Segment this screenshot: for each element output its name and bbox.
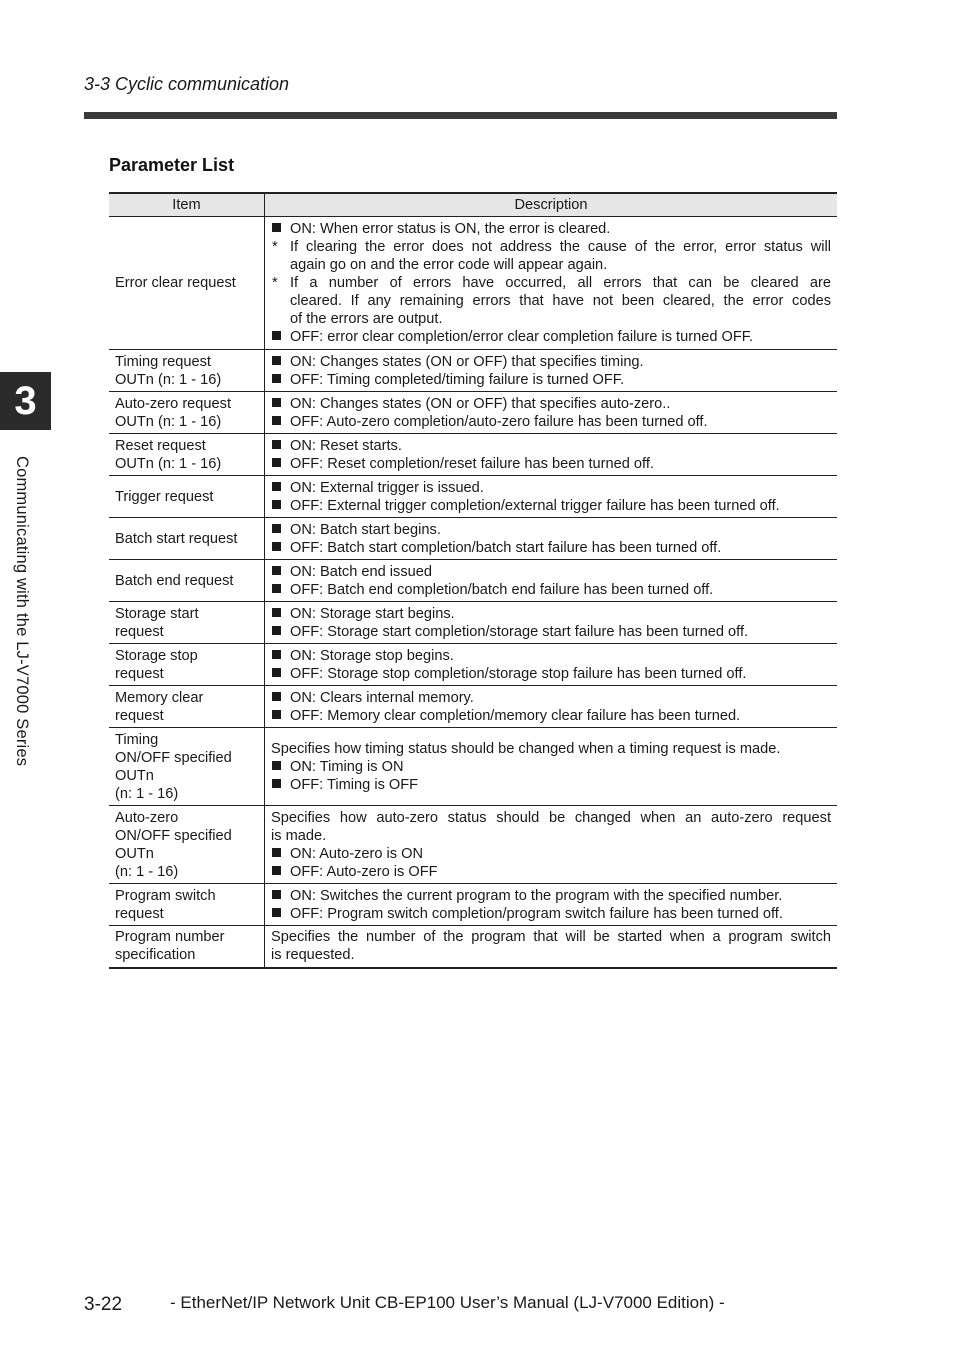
description-cell xyxy=(265,560,838,602)
description-text xyxy=(271,623,831,641)
table-header-row xyxy=(109,193,837,217)
chapter-side-title: Communicating with the LJ-V7000 Series xyxy=(13,456,31,767)
description-text xyxy=(271,437,831,455)
item-text: Trigger request xyxy=(115,488,214,505)
description-text xyxy=(271,455,831,473)
description-text xyxy=(271,707,831,725)
description-line-text: ON: Storage start begins. xyxy=(290,605,455,622)
item-text: request xyxy=(115,905,164,922)
description-cell xyxy=(265,728,838,806)
note-marker: * xyxy=(272,275,278,291)
parameter-table xyxy=(109,192,837,969)
item-text: Error clear request xyxy=(115,275,236,291)
description-text xyxy=(271,497,831,515)
square-bullet-icon xyxy=(272,371,286,389)
square-bullet-icon xyxy=(272,647,286,665)
item-cell xyxy=(109,392,265,434)
description-text xyxy=(271,946,831,964)
item-text: request xyxy=(115,623,164,640)
item-text: OUTn (n: 1 - 16) xyxy=(115,371,222,388)
description-text xyxy=(271,310,831,328)
description-line-text: again go on and the error code will appear again. xyxy=(290,257,608,273)
description-text xyxy=(271,887,831,905)
description-cell xyxy=(265,806,838,884)
square-bullet-icon xyxy=(272,413,286,431)
description-line-text: ON: Switches the current program to the program with the specified number. xyxy=(290,887,783,904)
item-cell xyxy=(109,476,265,518)
item-text: Batch start request xyxy=(115,530,238,547)
description-line-text: ON: Batch start begins. xyxy=(290,521,441,538)
item-text: OUTn xyxy=(115,767,154,784)
description-cell xyxy=(265,686,838,728)
description-cell xyxy=(265,884,838,926)
item-text: OUTn (n: 1 - 16) xyxy=(115,455,222,472)
square-bullet-icon xyxy=(272,455,286,473)
description-line-text: Specifies the number of the program that will be started when a program switch xyxy=(271,929,831,946)
item-text: Auto-zero xyxy=(115,809,179,826)
description-line-text: OFF: Storage stop completion/storage stop failure has been turned off. xyxy=(290,665,747,682)
description-cell xyxy=(265,518,838,560)
square-bullet-icon xyxy=(272,539,286,557)
item-text: Memory clear xyxy=(115,689,204,706)
description-text xyxy=(271,863,831,881)
square-bullet-icon xyxy=(272,563,286,581)
item-text: Program switch xyxy=(115,887,216,904)
item-text: OUTn (n: 1 - 16) xyxy=(115,413,222,430)
description-line-text: ON: Changes states (ON or OFF) that specifies timing. xyxy=(290,353,644,370)
square-bullet-icon xyxy=(272,776,286,794)
item-text: (n: 1 - 16) xyxy=(115,785,179,802)
column-header-item: Item xyxy=(109,193,265,217)
description-text xyxy=(271,238,831,256)
description-line-text: cleared. If any remaining errors that have not been cleared, the error codes xyxy=(290,293,831,309)
description-text xyxy=(271,758,831,776)
page-number: 3-22 xyxy=(84,1294,123,1315)
item-cell xyxy=(109,434,265,476)
table-row xyxy=(109,644,837,686)
item-cell xyxy=(109,217,265,350)
item-text: Auto-zero request xyxy=(115,395,232,412)
section-title: Parameter List xyxy=(109,155,235,175)
square-bullet-icon xyxy=(272,758,286,776)
description-text xyxy=(271,689,831,707)
square-bullet-icon xyxy=(272,521,286,539)
header-rule xyxy=(84,112,837,119)
description-line-text: OFF: Auto-zero completion/auto-zero failure has been turned off. xyxy=(290,413,708,430)
table-row xyxy=(109,350,837,392)
item-text: Reset request xyxy=(115,437,206,454)
description-text xyxy=(271,809,831,827)
item-cell xyxy=(109,602,265,644)
table-row xyxy=(109,884,837,926)
description-line-text: OFF: Memory clear completion/memory clear failure has been turned. xyxy=(290,707,741,724)
square-bullet-icon xyxy=(272,497,286,515)
item-text: Program number xyxy=(115,929,225,946)
item-text: request xyxy=(115,707,164,724)
square-bullet-icon xyxy=(272,353,286,371)
description-text xyxy=(271,563,831,581)
description-line-text: ON: Auto-zero is ON xyxy=(290,845,424,862)
description-text xyxy=(271,353,831,371)
square-bullet-icon xyxy=(272,689,286,707)
table-row xyxy=(109,560,837,602)
description-line-text: OFF: Timing completed/timing failure is turned OFF. xyxy=(290,371,625,388)
description-line-text: OFF: Timing is OFF xyxy=(290,776,419,793)
description-line-text: is requested. xyxy=(271,947,355,964)
description-line-text: OFF: Storage start completion/storage start failure has been turned off. xyxy=(290,623,749,640)
description-line-text: If a number of errors have occurred, all errors that can be cleared are xyxy=(290,275,831,291)
description-text xyxy=(271,845,831,863)
column-header-description: Description xyxy=(265,193,838,217)
square-bullet-icon xyxy=(272,479,286,497)
description-text xyxy=(271,328,831,346)
item-text: ON/OFF specified xyxy=(115,827,232,844)
square-bullet-icon xyxy=(272,605,286,623)
description-text xyxy=(271,605,831,623)
description-text xyxy=(271,776,831,794)
description-text xyxy=(271,581,831,599)
description-text xyxy=(271,413,831,431)
item-cell xyxy=(109,560,265,602)
square-bullet-icon xyxy=(272,707,286,725)
item-cell xyxy=(109,806,265,884)
description-cell xyxy=(265,602,838,644)
description-line-text: ON: When error status is ON, the error is cleared. xyxy=(290,221,611,237)
description-text xyxy=(271,220,831,238)
description-text xyxy=(271,539,831,557)
description-line-text: Specifies how auto-zero status should be changed when an auto-zero request xyxy=(271,809,831,826)
description-line-text: Specifies how timing status should be changed when a timing request is made. xyxy=(271,740,781,757)
square-bullet-icon xyxy=(272,437,286,455)
table-row xyxy=(109,434,837,476)
description-cell xyxy=(265,350,838,392)
description-cell xyxy=(265,476,838,518)
description-text xyxy=(271,647,831,665)
table-row xyxy=(109,926,837,968)
description-line-text: ON: Reset starts. xyxy=(290,437,402,454)
description-text xyxy=(271,274,831,292)
footer-title: - EtherNet/IP Network Unit CB-EP100 User’s Manual (LJ-V7000 Edition) - xyxy=(170,1293,725,1312)
description-line-text: ON: External trigger is issued. xyxy=(290,479,484,496)
square-bullet-icon xyxy=(272,220,286,238)
running-header-section: 3-3 Cyclic communication xyxy=(84,74,290,94)
description-line-text: of the errors are output. xyxy=(290,311,443,327)
square-bullet-icon xyxy=(272,395,286,413)
item-cell xyxy=(109,884,265,926)
table-row xyxy=(109,686,837,728)
square-bullet-icon xyxy=(272,581,286,599)
description-cell xyxy=(265,644,838,686)
description-line-text: ON: Batch end issued xyxy=(290,563,432,580)
description-line-text: ON: Clears internal memory. xyxy=(290,689,474,706)
description-text xyxy=(271,256,831,274)
description-line-text: ON: Changes states (ON or OFF) that specifies auto-zero.. xyxy=(290,395,671,412)
description-line-text: OFF: Reset completion/reset failure has been turned off. xyxy=(290,455,654,472)
item-text: OUTn xyxy=(115,845,154,862)
item-cell xyxy=(109,926,265,968)
chapter-tab: 3 xyxy=(0,372,51,430)
description-cell xyxy=(265,217,838,350)
table-row xyxy=(109,476,837,518)
description-line-text: If clearing the error does not address the cause of the error, error status will xyxy=(290,239,831,255)
table-row xyxy=(109,392,837,434)
description-text xyxy=(271,479,831,497)
square-bullet-icon xyxy=(272,905,286,923)
description-text xyxy=(271,905,831,923)
square-bullet-icon xyxy=(272,328,286,346)
square-bullet-icon xyxy=(272,863,286,881)
description-line-text: OFF: Batch end completion/batch end failure has been turned off. xyxy=(290,581,714,598)
description-text xyxy=(271,521,831,539)
table-body xyxy=(109,217,837,968)
square-bullet-icon xyxy=(272,623,286,641)
item-cell xyxy=(109,686,265,728)
description-text xyxy=(271,740,831,758)
square-bullet-icon xyxy=(272,665,286,683)
description-line-text: OFF: Auto-zero is OFF xyxy=(290,863,438,880)
table-row xyxy=(109,728,837,806)
description-line-text: OFF: Batch start completion/batch start failure has been turned off. xyxy=(290,539,722,556)
description-line-text: ON: Storage stop begins. xyxy=(290,647,454,664)
description-cell xyxy=(265,434,838,476)
item-cell xyxy=(109,728,265,806)
description-text xyxy=(271,665,831,683)
description-text xyxy=(271,292,831,310)
table-row xyxy=(109,217,837,350)
note-marker: * xyxy=(272,239,278,255)
item-text: specification xyxy=(115,947,196,964)
description-line-text: is made. xyxy=(271,827,327,844)
table-row xyxy=(109,806,837,884)
description-line-text: OFF: error clear completion/error clear completion failure is turned OFF. xyxy=(290,329,754,345)
item-cell xyxy=(109,518,265,560)
description-text xyxy=(271,827,831,845)
item-text: Storage stop xyxy=(115,647,198,664)
item-cell xyxy=(109,350,265,392)
item-text: Timing request xyxy=(115,353,211,370)
item-text: Storage start xyxy=(115,605,199,622)
description-text xyxy=(271,371,831,389)
item-text: (n: 1 - 16) xyxy=(115,863,179,880)
description-cell xyxy=(265,926,838,968)
item-text: ON/OFF specified xyxy=(115,749,232,766)
description-line-text: OFF: Program switch completion/program switch failure has been turned off. xyxy=(290,905,783,922)
description-line-text: OFF: External trigger completion/external trigger failure has been turned off. xyxy=(290,497,780,514)
description-line-text: ON: Timing is ON xyxy=(290,758,404,775)
item-text: Batch end request xyxy=(115,572,234,589)
description-text xyxy=(271,928,831,946)
square-bullet-icon xyxy=(272,845,286,863)
table-row xyxy=(109,518,837,560)
item-text: request xyxy=(115,665,164,682)
description-text xyxy=(271,395,831,413)
description-cell xyxy=(265,392,838,434)
item-text: Timing xyxy=(115,731,159,748)
square-bullet-icon xyxy=(272,887,286,905)
table-row xyxy=(109,602,837,644)
item-cell xyxy=(109,644,265,686)
